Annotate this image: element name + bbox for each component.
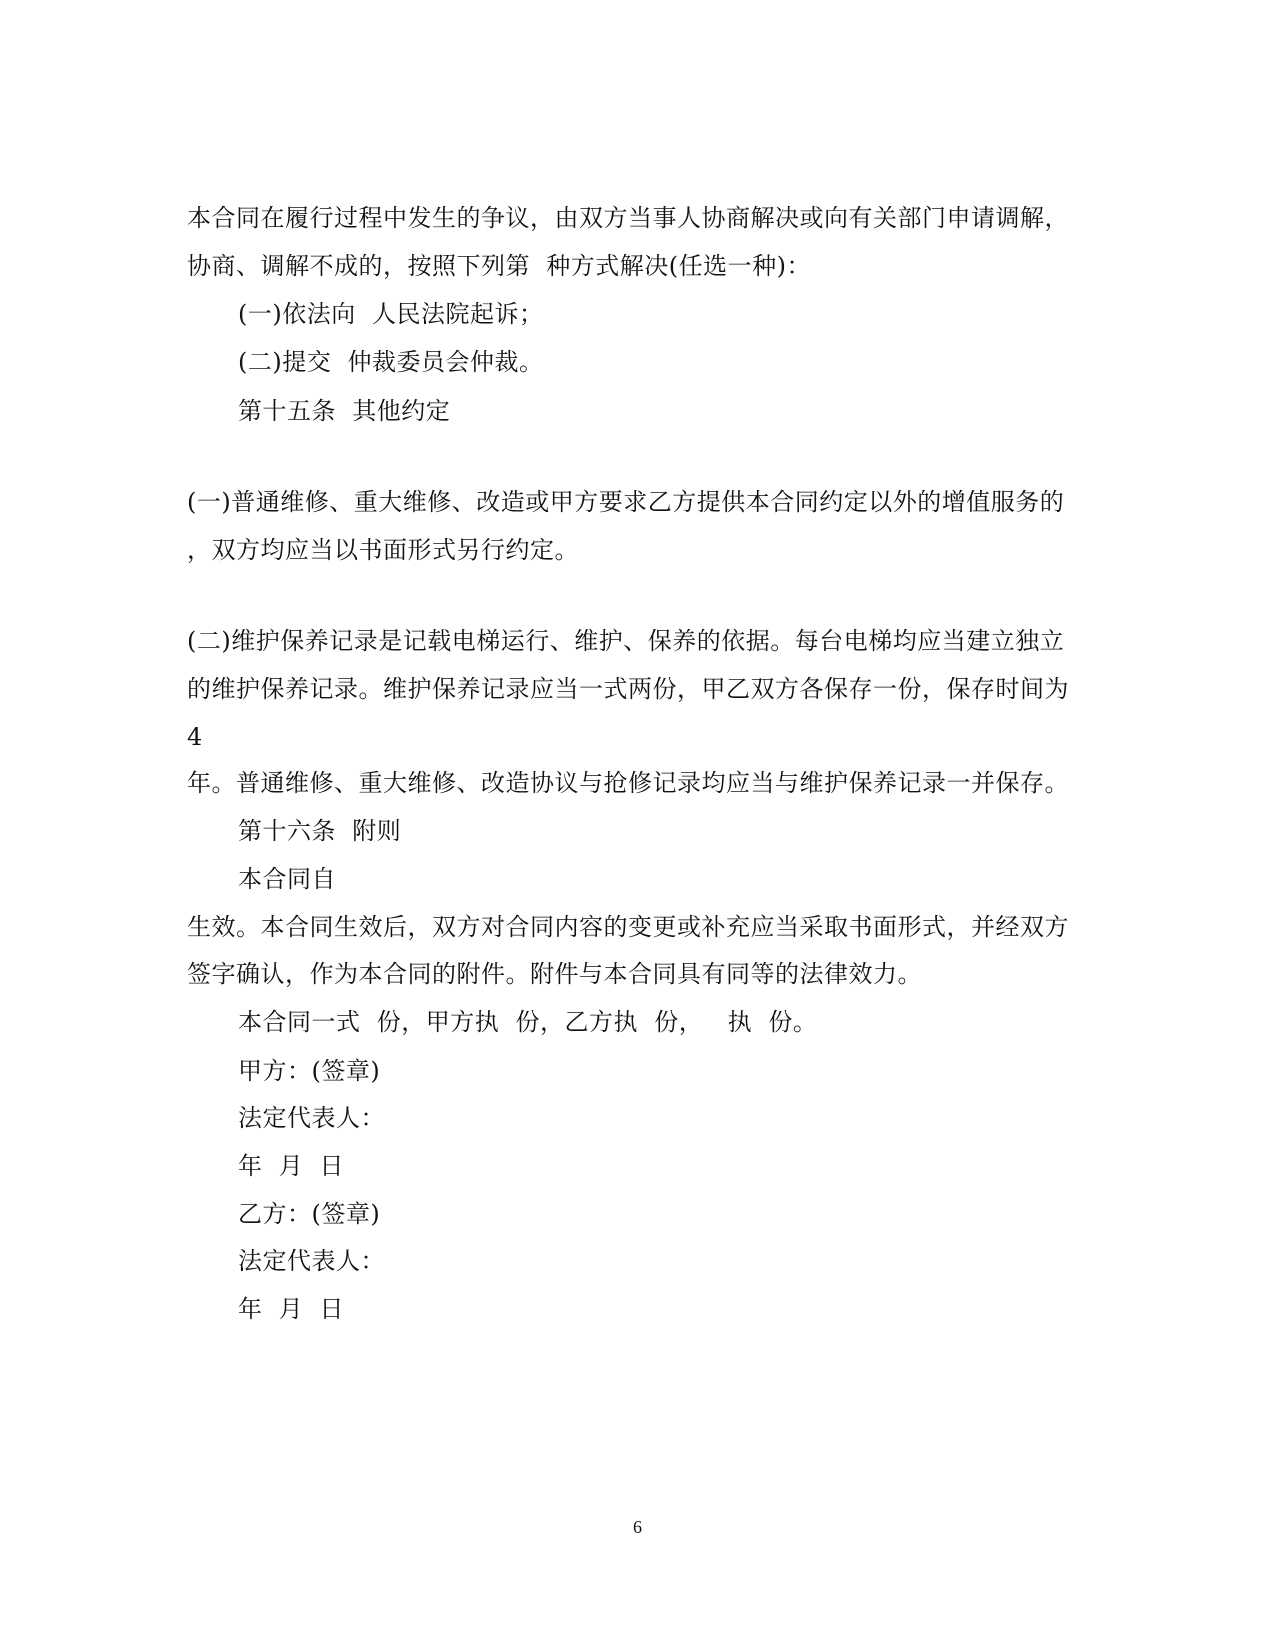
paragraph-line: 年。普通维修、重大维修、改造协议与抢修记录均应当与维护保养记录一并保存。 [187,769,1069,797]
paragraph-line: 生效。本合同生效后，双方对合同内容的变更或补充应当采取书面形式，并经双方 [187,913,1069,941]
page-number: 6 [633,1517,642,1537]
paragraph-line: 协商、调解不成的，按照下列第 种方式解决(任选一种)： [187,252,811,280]
paragraph-line: 本合同在履行过程中发生的争议，由双方当事人协商解决或向有关部门申请调解， [187,204,1069,232]
paragraph-line: (二)维护保养记录是记载电梯运行、维护、保养的依据。每台电梯均应当建立独立 [187,627,1065,655]
article-16-heading: 第十六条 附则 [238,817,402,845]
copies-line: 本合同一式 份，甲方执 份，乙方执 份， 执 份。 [238,1008,818,1036]
option-arbitration-line: (二)提交 仲裁委员会仲裁。 [238,348,544,376]
paragraph-line: 的维护保养记录。维护保养记录应当一式两份，甲乙双方各保存一份，保存时间为 [187,675,1069,703]
paragraph-line: 本合同自 [238,865,336,893]
option-court-line: (一)依法向 人民法院起诉； [238,300,544,328]
paragraph-line: ，双方均应当以书面形式另行约定。 [187,536,579,564]
party-b-date: 年 月 日 [238,1295,345,1323]
article-15-heading: 第十五条 其他约定 [238,397,451,425]
party-a-signature: 甲方：(签章) [238,1057,381,1085]
party-b-signature: 乙方：(签章) [238,1200,381,1228]
paragraph-line: 签字确认，作为本合同的附件。附件与本合同具有同等的法律效力。 [187,960,922,988]
party-b-representative: 法定代表人： [238,1247,385,1275]
paragraph-line: 4 [187,723,203,751]
party-a-date: 年 月 日 [238,1152,345,1180]
party-a-representative: 法定代表人： [238,1104,385,1132]
paragraph-line: (一)普通维修、重大维修、改造或甲方要求乙方提供本合同约定以外的增值服务的 [187,488,1065,516]
